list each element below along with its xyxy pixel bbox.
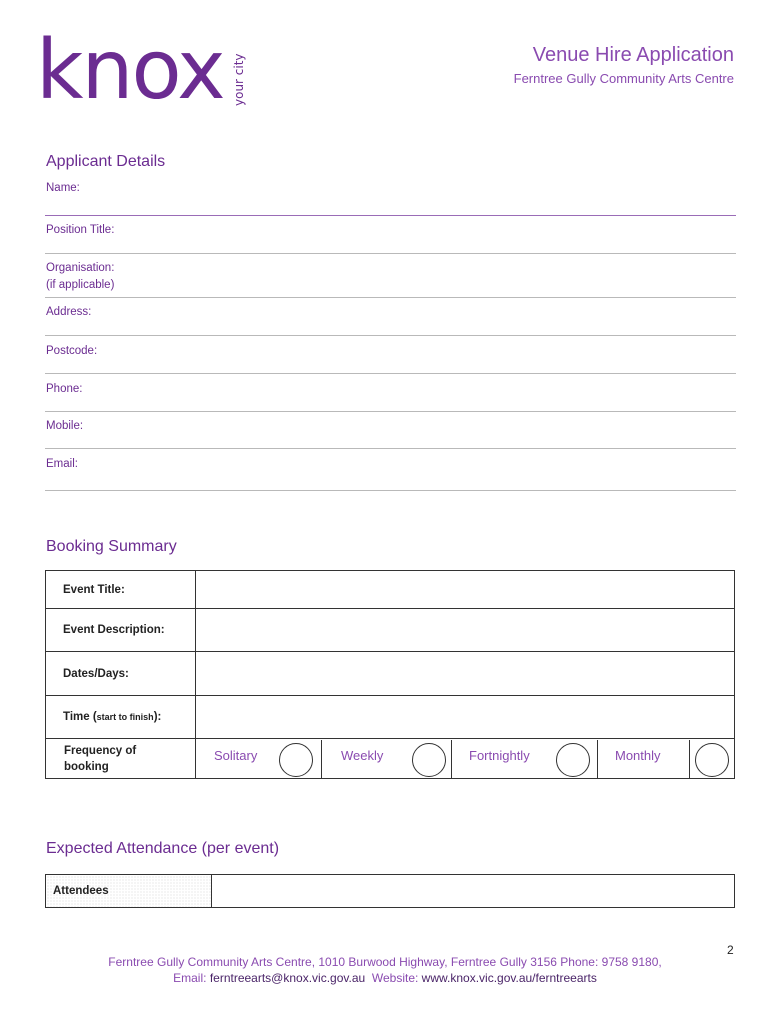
position-title-label: Position Title: <box>46 224 115 236</box>
time-label-hint: start to finish <box>96 712 154 722</box>
logo-tagline: your city <box>232 53 246 106</box>
time-label <box>46 696 196 739</box>
expected-attendance-heading: Expected Attendance (per event) <box>46 840 280 857</box>
postcode-label: Postcode: <box>46 345 98 357</box>
footer-website-link[interactable]: www.knox.vic.gov.au/ferntreearts <box>421 971 597 985</box>
position-title-field[interactable] <box>45 222 736 254</box>
page-number: 2 <box>727 943 734 957</box>
dates-days-input[interactable] <box>196 652 735 696</box>
footer-contact <box>0 971 770 985</box>
name-label: Name: <box>46 182 80 194</box>
logo-wordmark: knox <box>36 23 224 118</box>
dates-days-label: Dates/Days: <box>46 652 196 696</box>
postcode-field[interactable] <box>45 343 736 374</box>
option-monthly-label: Monthly <box>615 747 661 763</box>
option-divider <box>597 740 598 778</box>
mobile-label: Mobile: <box>46 420 84 432</box>
applicant-details-heading: Applicant Details <box>46 153 166 170</box>
footer-email-link[interactable]: ferntreearts@knox.vic.gov.au <box>209 971 366 985</box>
organisation-label: Organisation: <box>46 262 115 274</box>
frequency-options <box>196 739 735 779</box>
address-field[interactable] <box>45 304 736 336</box>
attendance-table <box>45 874 735 908</box>
option-weekly-label: Weekly <box>341 747 384 763</box>
document-subtitle: Ferntree Gully Community Arts Centre <box>513 71 734 86</box>
option-divider <box>451 740 452 778</box>
attendees-label: Attendees <box>46 875 212 908</box>
time-label-prefix: Time ( <box>63 711 97 723</box>
option-solitary-label: Solitary <box>214 747 258 763</box>
option-divider <box>321 740 322 778</box>
footer-website-label: Website: <box>371 971 422 985</box>
option-monthly-checkbox[interactable] <box>695 743 729 777</box>
time-input[interactable] <box>196 696 735 739</box>
event-description-input[interactable] <box>196 609 735 652</box>
phone-label: Phone: <box>46 383 83 395</box>
organisation-note: (if applicable) <box>46 279 115 291</box>
option-solitary-checkbox[interactable] <box>279 743 313 777</box>
document-title: Venue Hire Application <box>532 44 734 66</box>
option-fortnightly-checkbox[interactable] <box>556 743 590 777</box>
time-label-suffix: ): <box>153 711 162 723</box>
footer-address: Ferntree Gully Community Arts Centre, 1010 Burwood Highway, Ferntree Gully 3156 Phone: 9758 9180, <box>108 955 662 969</box>
mobile-field[interactable] <box>45 418 736 449</box>
name-field[interactable] <box>45 180 736 216</box>
email-label: Email: <box>46 458 78 470</box>
knox-logo <box>36 23 246 118</box>
event-title-input[interactable] <box>196 571 735 609</box>
address-label: Address: <box>46 306 92 318</box>
event-description-label: Event Description: <box>46 609 196 652</box>
frequency-label <box>46 739 196 779</box>
event-title-label: Event Title: <box>46 571 196 609</box>
footer-email-label: Email: <box>173 971 210 985</box>
frequency-label-line2: booking <box>64 760 109 773</box>
organisation-field[interactable] <box>45 260 736 298</box>
email-field[interactable] <box>45 456 736 491</box>
option-divider <box>689 740 690 778</box>
option-fortnightly-label: Fortnightly <box>469 747 530 763</box>
attendees-input[interactable] <box>212 875 735 908</box>
booking-summary-heading: Booking Summary <box>46 538 177 555</box>
option-weekly-checkbox[interactable] <box>412 743 446 777</box>
frequency-label-line1: Frequency of <box>64 744 137 757</box>
phone-field[interactable] <box>45 381 736 412</box>
booking-summary-table <box>45 570 735 779</box>
